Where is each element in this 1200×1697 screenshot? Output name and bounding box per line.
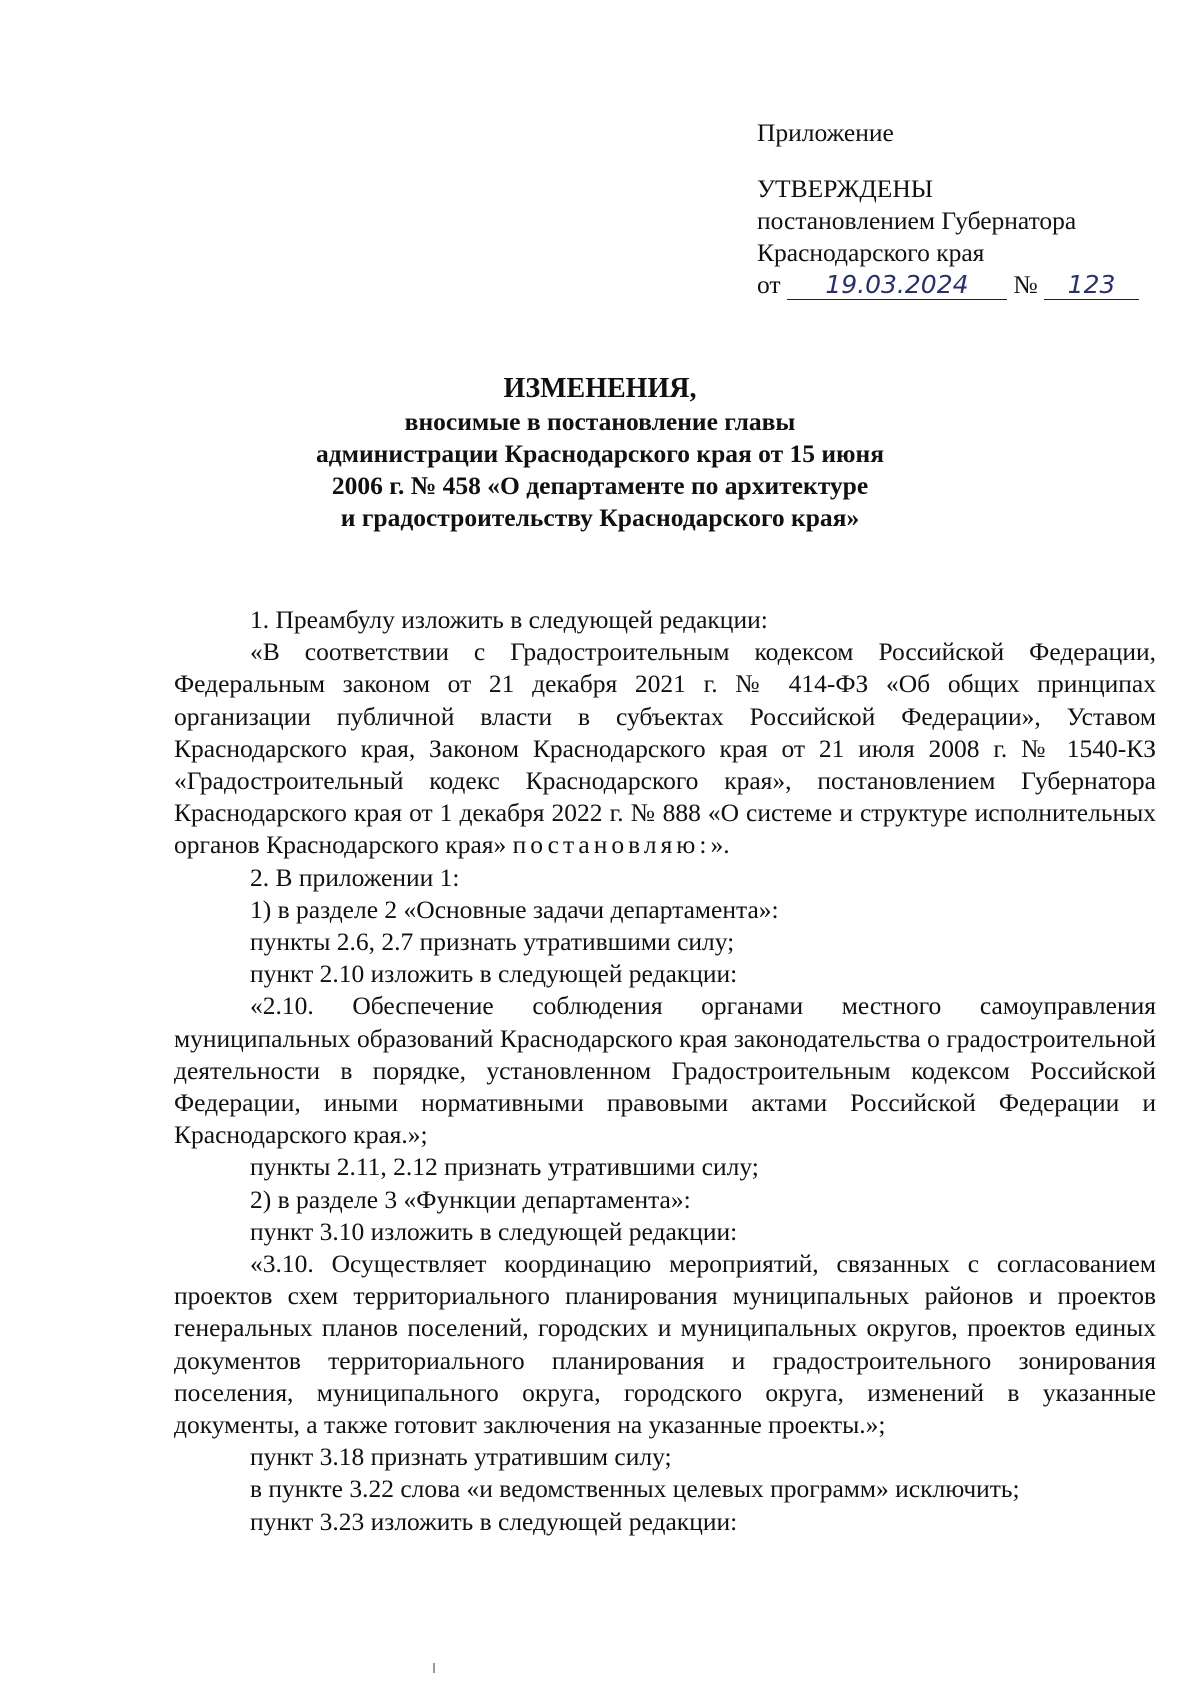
- title-line-1: вносимые в постановление главы: [404, 407, 796, 436]
- title-main: ИЗМЕНЕНИЯ,: [503, 373, 697, 404]
- paragraph-7: «2.10. Обеспечение соблюдения органами местного самоуправления муниципальных образований Краснодарского края законодательства о градостроительной деятельности в порядке, установленном Градостроительным кодексом Российской Федерации, иными нормативными правовыми актами Российской Федерации и Краснодарского края.»;: [174, 991, 1156, 1150]
- title-line-2: администрации Краснодарского края от 15 июня: [315, 439, 885, 468]
- paragraph-4: 1) в разделе 2 «Основные задачи департамента»:: [250, 894, 779, 924]
- paragraph-10: пункт 3.10 изложить в следующей редакции:: [250, 1216, 738, 1246]
- paragraph-6: пункт 2.10 изложить в следующей редакции:: [250, 959, 738, 989]
- date-number-line: [757, 269, 1139, 301]
- paragraph-12: пункт 3.18 признать утратившим силу;: [250, 1442, 672, 1472]
- approved-by-line-1: постановлением Губернатора: [757, 206, 1077, 235]
- number-prefix: №: [1013, 270, 1038, 299]
- paragraph-5: пункты 2.6, 2.7 признать утратившими силу;: [250, 927, 735, 957]
- title-line-3: 2006 г. № 458 «О департаменте по архитектуре: [331, 471, 869, 500]
- approved-by-line-2: Краснодарского края: [757, 238, 985, 267]
- date-prefix: от: [757, 270, 781, 299]
- paragraph-2: «В соответствии с Градостроительным кодексом Российской Федерации, Федеральным законом от 21 декабря 2021 г. № 414-ФЗ «Об общих принципах организации публичной власти в субъектах Российской Федерации», Уставом Краснодарского края, Законом Краснодарского края от 21 июля 2008 г. № 1540-КЗ «Градостроительный кодекс Краснодарского края», постановлением Губернатора Краснодарского края от 1 декабря 2022 г. № 888 «О системе и структуре исполнительных органов Краснодарского края» постановляю:».: [174, 637, 1156, 860]
- appendix-label: Приложение: [757, 118, 894, 147]
- paragraph-9: 2) в разделе 3 «Функции департамента»:: [250, 1184, 691, 1214]
- document-body: [174, 604, 1156, 1538]
- document-title: [0, 372, 1200, 534]
- paragraph-13: в пункте 3.22 слова «и ведомственных целевых программ» исключить;: [250, 1474, 1020, 1504]
- scan-mark: [433, 1663, 435, 1673]
- title-line-4: и градостроительству Краснодарского края»: [340, 503, 860, 532]
- paragraph-14: пункт 3.23 изложить в следующей редакции:: [250, 1506, 738, 1536]
- handwritten-date: 19.03.2024: [787, 271, 1007, 300]
- paragraph-8: пункты 2.11, 2.12 признать утратившими силу;: [250, 1152, 759, 1182]
- handwritten-number: 123: [1044, 271, 1139, 300]
- paragraph-1: 1. Преамбулу изложить в следующей редакции:: [250, 605, 768, 634]
- paragraph-3: 2. В приложении 1:: [250, 862, 460, 892]
- approved-label: УТВЕРЖДЕНЫ: [757, 174, 933, 203]
- approval-block: [757, 117, 1139, 301]
- paragraph-11: «3.10. Осуществляет координацию мероприятий, связанных с согласованием проектов схем территориального планирования муниципальных районов и проектов генеральных планов поселений, городских и муниципальных округов, проектов единых документов территориального планирования и градостроительного зонирования поселения, муниципального округа, городского округа, изменений в указанные документы, а также готовит заключения на указанные проекты.»;: [174, 1249, 1156, 1440]
- emphasized-word: постановляю:: [512, 830, 711, 860]
